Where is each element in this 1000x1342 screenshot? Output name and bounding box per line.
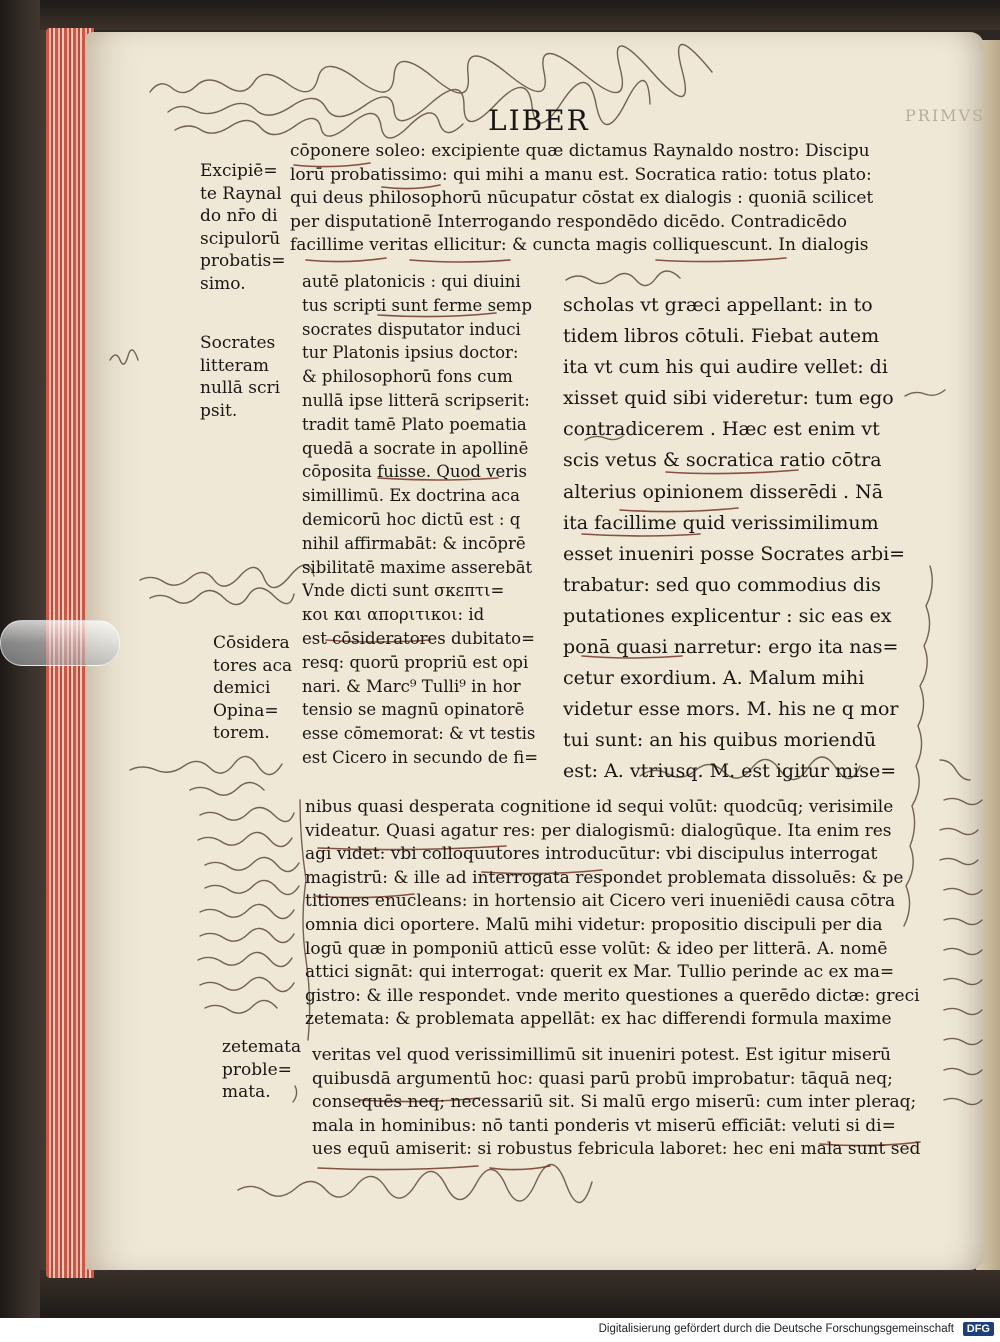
main-text-lower <box>305 796 935 1032</box>
note-line: tores aca <box>213 655 293 676</box>
text-line: scholas vt græci appellant: in to <box>563 294 873 316</box>
note-line: simo. <box>200 273 246 294</box>
note-line: Socrates <box>200 333 276 353</box>
text-line: Vnde dicti sunt σκεπτι= <box>302 581 505 601</box>
text-line: quibusdā argumentū hoc: quasi parū probū improbatur: tāquā neq; <box>312 1068 893 1089</box>
text-line: tur Platonis ipsius doctor: <box>302 343 519 363</box>
note-line: Excipiē= <box>200 161 278 181</box>
text-line: tidem libros cōtuli. Fiebat autem <box>563 325 880 348</box>
text-line: resq: quorū propriū est opi <box>302 652 529 672</box>
note-line: proble= <box>222 1059 292 1080</box>
text-line: per disputationē Interrogando respondēdo dicēdo. Contradicēdo <box>290 211 848 232</box>
marginal-note-consideratores <box>213 632 292 745</box>
text-line: veritas vel quod verissimillimū sit inueniri potest. Est igitur miserū <box>312 1045 892 1065</box>
text-line: cōponere soleo: excipiente quæ dictamus Raynaldo nostro: Discipu <box>290 141 870 161</box>
text-line: magistrū: & ille ad interrogata respondet problemata dissoluēs: & pe <box>305 867 904 888</box>
text-line: ita vt cum his qui audire vellet: di <box>563 356 888 379</box>
footer-credit-text: Digitalisierung gefördert durch die Deutsche Forschungsgemeinschaft <box>598 1323 954 1335</box>
text-line: trabatur: sed quo commodius dis <box>563 573 881 596</box>
text-line: ita facillime quid verissimilimum <box>563 511 879 534</box>
text-line: est: A. vtriusq. M. est igitur mise= <box>563 760 897 783</box>
text-line: gistro: & ille respondet. vnde merito questiones a querēdo dictæ: greci <box>305 985 920 1006</box>
text-line: est Cicero in secundo de fi= <box>302 747 539 767</box>
text-line: facillime veritas ellicitur: & cuncta magis colliquescunt. In dialogis <box>290 235 869 256</box>
text-line: titiones enucleans: in hortensio ait Cicero veri inueniēdi causa cōtra <box>305 891 896 912</box>
text-line: autē platonicis : qui diuini <box>302 272 521 291</box>
text-line: attici signāt: qui interrogat: querit ex Mar. Tullio perinde ac ex ma= <box>305 962 895 983</box>
text-line: lorū probatissimo: qui mihi a manu est. Socratica ratio: totus plato: <box>290 164 872 185</box>
book-cover-board-top <box>40 0 1000 30</box>
marginal-note-socrates <box>200 332 280 422</box>
note-line: te Raynal <box>200 183 282 204</box>
note-line: zetemata <box>222 1037 302 1057</box>
main-text-bottom <box>312 1044 937 1162</box>
text-line: xisset quid sibi videretur: tum ego <box>563 387 894 410</box>
text-line: zetemata: & problemata appellāt: ex hac differendi formula maxime <box>305 1009 892 1030</box>
transparent-page-holder-clip <box>0 620 120 666</box>
text-line: ues equū amiserit: si robustus febricula laboret: hec eni mala sunt sed <box>312 1139 921 1159</box>
note-line: Opina= <box>213 700 279 721</box>
note-line: nullā scri <box>200 378 281 398</box>
text-line: esse cōmemorat: & vt testis <box>302 724 536 744</box>
text-line: putationes explicentur : sic eas ex <box>563 604 892 627</box>
show-through-text: PRIMVS <box>905 106 986 125</box>
text-line: simillimū. Ex doctrina aca <box>302 486 521 506</box>
text-line: socrates disputator induci <box>302 319 521 339</box>
text-line: & philosophorū fons cum <box>302 367 513 387</box>
dfg-logo: DFG <box>963 1322 994 1336</box>
text-line: qui deus philosophorū nūcupatur cōstat ex dialogis : quoniā scilicet <box>290 188 874 209</box>
note-line: mata. <box>222 1082 271 1102</box>
text-line: mala in hominibus: nō tanti ponderis vt miserū efficiāt: veluti si di= <box>312 1115 896 1136</box>
note-line: scipulorū <box>200 228 281 249</box>
text-line: κοι και αποριτικοι: id <box>302 605 485 625</box>
note-line: litteram <box>200 355 269 376</box>
text-line: nibus quasi desperata cognitione id sequi volūt: quodcūq; verisimile <box>305 797 894 817</box>
text-line: tus scripti sunt ferme semp <box>302 295 533 315</box>
note-line: demici <box>213 678 271 698</box>
text-line: agi videt: vbi colloquutores introducūtur: vbi discipulus interrogat <box>305 844 878 865</box>
note-line: torem. <box>213 723 270 743</box>
marginal-note-zetemata <box>222 1036 301 1104</box>
main-text-right-column <box>563 290 933 788</box>
text-line: omnia dici oportere. Malū mihi videtur: propositio discipuli per dia <box>305 914 883 935</box>
text-line: nullā ipse litterā scripserit: <box>302 390 530 410</box>
text-line: contradicerem . Hæc est enim vt <box>563 418 880 441</box>
text-line: logū quæ in pomponiū atticū esse volūt: & ideo per litterā. A. nomē <box>305 938 888 959</box>
text-line: alterius opinionem disserēdi . Nā <box>563 480 884 503</box>
text-line: tradit tamē Plato poematia <box>302 414 527 434</box>
main-text-top <box>290 140 930 258</box>
text-line: esset inueniri posse Socrates arbi= <box>563 542 906 565</box>
note-line: do nr̄o di <box>200 206 278 226</box>
text-line: ponā quasi narretur: ergo ita nas= <box>563 636 899 659</box>
note-line: probatis= <box>200 251 286 271</box>
note-line: Cōsidera <box>213 633 290 653</box>
footer-credit-bar <box>0 1318 1000 1342</box>
running-head: LIBER <box>488 104 590 137</box>
text-line: tui sunt: an his quibus moriendū <box>563 729 877 752</box>
text-line: videtur esse mors. M. his ne q mor <box>563 698 899 721</box>
text-line: cōposita fuisse. Quod veris <box>302 462 527 482</box>
text-line: tensio se magnū opinatorē <box>302 700 525 720</box>
main-text-left-column <box>302 270 547 770</box>
text-line: sibilitatē maxime asserebāt <box>302 557 533 577</box>
text-line: quedā a socrate in apollinē <box>302 438 529 458</box>
text-line: consequēs neq; necessariū sit. Si malū ergo miserū: cum inter pleraq; <box>312 1092 917 1112</box>
text-line: videatur. Quasi agatur res: per dialogismū: dialogūque. Ita enim res <box>305 820 892 841</box>
note-line: psit. <box>200 400 238 421</box>
book-cover-board-bottom <box>40 1270 1000 1318</box>
marginal-note-excipiente <box>200 160 286 295</box>
text-line: cetur exordium. A. Malum mihi <box>563 667 865 690</box>
text-line: nihil affirmabāt: & incōprē <box>302 533 526 553</box>
text-line: est cōsideratores dubitato= <box>302 628 535 648</box>
text-line: scis vetus & socratica ratio cōtra <box>563 449 882 472</box>
text-line: nari. & Marc⁹ Tulli⁹ in hor <box>302 676 521 696</box>
text-line: demicorū hoc dictū est : q <box>302 509 521 529</box>
